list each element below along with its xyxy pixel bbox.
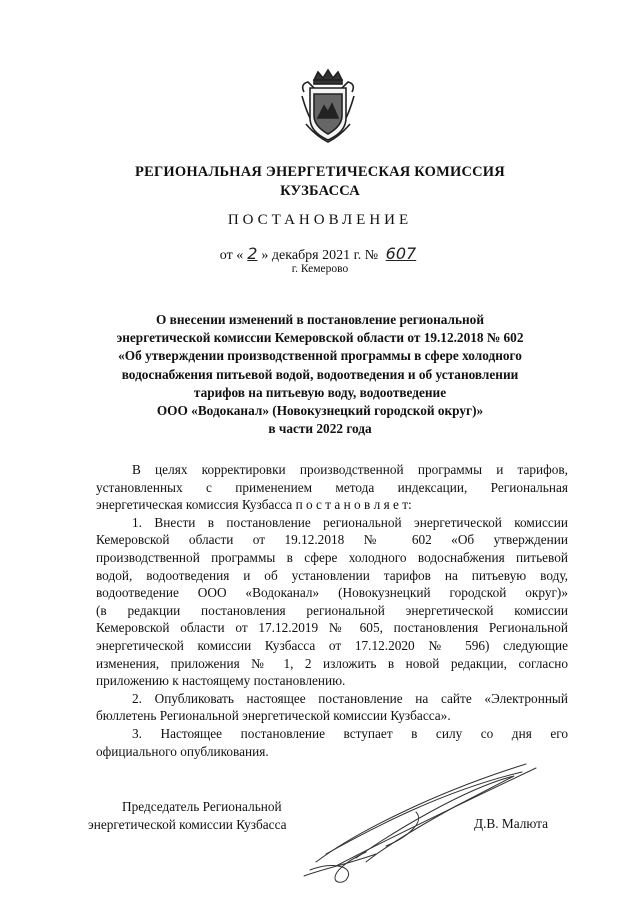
- body-line: приложению к настоящему постановлению.: [96, 673, 346, 689]
- document-type: ПОСТАНОВЛЕНИЕ: [227, 212, 413, 228]
- date-line: [0, 244, 640, 264]
- document-number: 607: [385, 244, 417, 263]
- body-line: В целях корректировки производственной программы и тарифов,: [132, 462, 568, 477]
- body-text: [96, 461, 568, 760]
- subject-line: «Об утверждении производственной программы в сфере холодного: [118, 348, 522, 364]
- body-line: производственной программы в сфере холодного водоснабжения питьевой: [96, 549, 568, 565]
- date-prefix: от «: [219, 248, 244, 263]
- body-line: установленных с применением метода индексации, Региональная: [96, 479, 568, 495]
- body-line: 1. Внести в постановление региональной энергетической комиссии: [132, 514, 568, 530]
- coat-of-arms-icon: [296, 66, 360, 146]
- body-line: водой, водоотведения и об установлении тарифов на питьевую воду,: [96, 567, 568, 583]
- org-name-line2: КУЗБАССА: [280, 183, 360, 199]
- subject-line: энергетической комиссии Кемеровской области от 19.12.2018 № 602: [116, 330, 524, 346]
- body-line: водоотведение ООО «Водоканал» (Новокузнецкий городской округ)»: [96, 585, 568, 601]
- body-line: бюллетень Региональной энергетической комиссии Кузбасса».: [96, 708, 451, 724]
- org-name-line1: РЕГИОНАЛЬНАЯ ЭНЕРГЕТИЧЕСКАЯ КОМИССИЯ: [135, 164, 505, 180]
- subject-heading: [90, 311, 550, 438]
- city: г. Кемерово: [291, 263, 349, 275]
- subject-line: О внесении изменений в постановление региональной: [156, 312, 484, 327]
- body-line: 3. Настоящее постановление вступает в силу со дня его: [132, 725, 568, 741]
- subject-line: водоснабжения питьевой водой, водоотведения и об установлении: [121, 366, 519, 382]
- body-line: Кемеровской области от 17.12.2019 № 605, постановления Региональной: [96, 620, 568, 636]
- date-middle: » декабря 2021 г. №: [261, 248, 379, 263]
- body-line: официального опубликования.: [96, 743, 269, 759]
- subject-line: ООО «Водоканал» (Новокузнецкий городской округ)»: [156, 403, 484, 419]
- subject-line: в части 2022 года: [268, 421, 372, 437]
- body-line: Кемеровской области от 19.12.2018 № 602 «Об утверждении: [96, 532, 568, 548]
- signer-position-line2: энергетической комиссии Кузбасса: [88, 817, 287, 832]
- body-line: энергетическая комиссия Кузбасса п о с т а н о в л я е т:: [96, 497, 412, 513]
- date-day: 2: [247, 244, 258, 263]
- subject-line: тарифов на питьевую воду, водоотведение: [193, 384, 447, 400]
- signer-name: Д.В. Малюта: [474, 816, 549, 831]
- body-line: 2. Опубликовать настоящее постановление на сайте «Электронный: [132, 690, 568, 706]
- body-line: энергетической комиссии Кузбасса от 17.12.2020 № 596) следующие: [96, 637, 568, 653]
- signer-position-line1: Председатель Региональной: [122, 799, 282, 814]
- body-line: (в редакции постановления региональной энергетической комиссии: [96, 602, 568, 618]
- body-line: изменения, приложения № 1, 2 изложить в новой редакции, согласно: [96, 655, 568, 671]
- signer-position: [88, 798, 287, 834]
